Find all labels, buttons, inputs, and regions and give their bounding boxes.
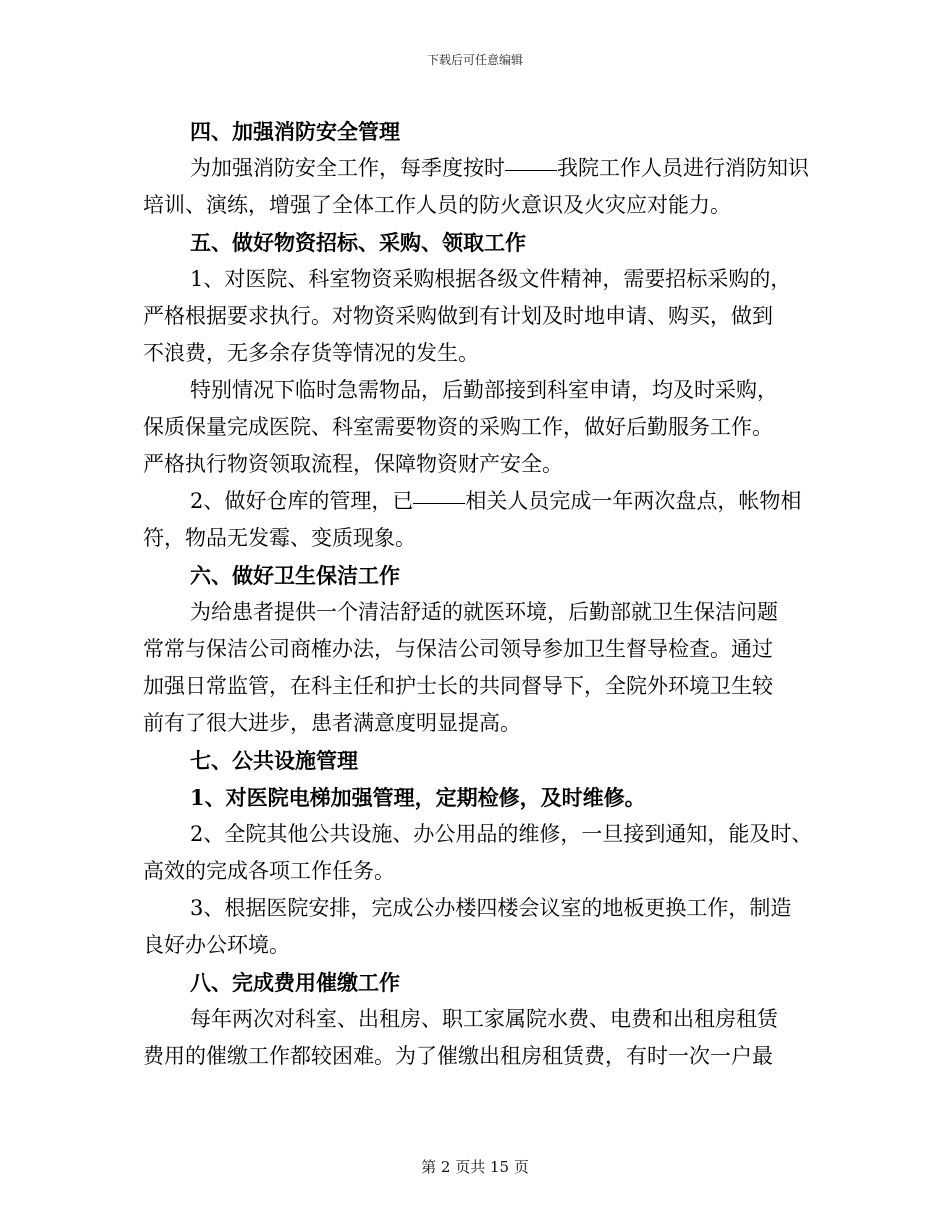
section-heading-procurement: 五、做好物资招标、采购、领取工作 <box>190 230 526 255</box>
paragraph-line: 不浪费，无多余存货等情况的发生。 <box>143 341 479 365</box>
document-body <box>143 113 823 1075</box>
fill-blank <box>505 169 557 171</box>
page-footer: 第 2 页共 15 页 <box>421 1158 529 1176</box>
paragraph-line: 常常与保洁公司商榷办法，与保洁公司领导参加卫生督导检查。通过 <box>143 637 773 661</box>
section-heading-fee-collection: 八、完成费用催缴工作 <box>190 970 400 995</box>
paragraph-line: 前有了很大进步，患者满意度明显提高。 <box>143 711 521 735</box>
paragraph-line: 1、对医院、科室物资采购根据各级文件精神，需要招标采购的， <box>190 267 792 291</box>
paragraph-line: 为给患者提供一个清洁舒适的就医环境，后勤部就卫生保洁问题 <box>190 600 778 624</box>
paragraph-line: 为加强消防安全工作，每季度按时 我院工作人员进行消防知识 <box>190 156 809 180</box>
paragraph-line: 良好办公环境。 <box>143 933 290 957</box>
page-header: 下载后可任意编辑 <box>426 53 523 67</box>
paragraph-line: 每年两次对科室、出租房、职工家属院水费、电费和出租房租赁 <box>190 1007 778 1031</box>
paragraph-line: 培训、演练，增强了全体工作人员的防火意识及火灾应对能力。 <box>143 193 731 217</box>
paragraph-line: 符，物品无发霉、变质现象。 <box>143 526 416 550</box>
paragraph-line-bold: 1、对医院电梯加强管理，定期检修，及时维修。 <box>190 785 646 810</box>
paragraph-line: 加强日常监管，在科主任和护士长的共同督导下，全院外环境卫生较 <box>143 674 773 698</box>
paragraph-line: 严格执行物资领取流程，保障物资财产安全。 <box>143 452 563 476</box>
paragraph-line: 2、全院其他公共设施、办公用品的维修，一旦接到通知，能及时、 <box>190 822 813 846</box>
paragraph-line: 严格根据要求执行。对物资采购做到有计划及时地申请、购买，做到 <box>143 304 773 328</box>
paragraph-line: 高效的完成各项工作任务。 <box>143 859 395 883</box>
paragraph-line: 特别情况下临时急需物品，后勤部接到科室申请，均及时采购， <box>190 378 778 402</box>
paragraph-line: 3、根据医院安排，完成公办楼四楼会议室的地板更换工作，制造 <box>190 896 792 920</box>
paragraph-line: 保质保量完成医院、科室需要物资的采购工作，做好后勤服务工作。 <box>143 415 773 439</box>
section-heading-cleaning: 六、做好卫生保洁工作 <box>190 563 400 588</box>
paragraph-line: 费用的催缴工作都较困难。为了催缴出租房租赁费，有时一次一户最 <box>143 1044 773 1068</box>
fill-blank <box>413 502 465 504</box>
section-heading-facilities: 七、公共设施管理 <box>190 748 358 773</box>
section-heading-fire-safety: 四、加强消防安全管理 <box>190 119 400 144</box>
paragraph-line: 2、做好仓库的管理，已 相关人员完成一年两次盘点，帐物相 <box>190 489 802 513</box>
